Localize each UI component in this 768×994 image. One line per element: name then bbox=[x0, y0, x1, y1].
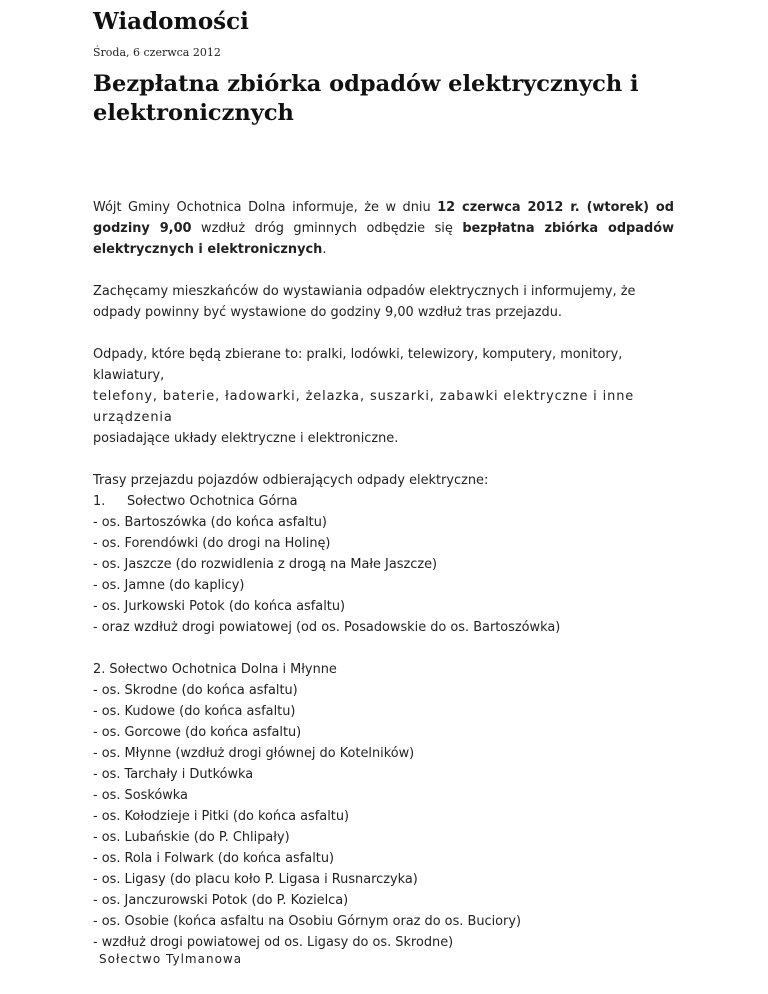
route-item: - wzdłuż drogi powiatowej od os. Ligasy do os. Skrodne) bbox=[93, 935, 454, 950]
route-item: - os. Kołodzieje i Pitki (do końca asfaltu) bbox=[93, 809, 350, 824]
intro-text-1: Wójt Gminy Ochotnica Dolna informuje, że w dniu bbox=[93, 200, 438, 215]
route-item: - os. Jamne (do kaplicy) bbox=[93, 578, 245, 593]
intro-date-emphasis: 12 czerwca 2012 r. (wtorek) od godziny 9,00 bbox=[93, 200, 674, 236]
section-2-route-list bbox=[93, 680, 674, 953]
route-item: - os. Kudowe (do końca asfaltu) bbox=[93, 704, 296, 719]
route-item: - os. Forendówki (do drogi na Holinę) bbox=[93, 536, 331, 551]
section-1-number: 1. bbox=[93, 494, 106, 509]
section-1-heading bbox=[93, 491, 674, 512]
article-title: Bezpłatna zbiórka odpadów elektrycznych i elektronicznych bbox=[93, 71, 639, 126]
article-date: Środa, 6 czerwca 2012 bbox=[93, 46, 221, 59]
intro-event-emphasis: bezpłatna zbiórka odpadów elektrycznych i elektronicznych bbox=[93, 221, 674, 257]
route-item: - os. Bartoszówka (do końca asfaltu) bbox=[93, 515, 327, 530]
route-item: - os. Ligasy (do placu koło P. Ligasa i Rusnarczyka) bbox=[93, 872, 418, 887]
intro-text-2: wzdłuż dróg gminnych odbędzie się bbox=[191, 221, 463, 236]
waste-types-line-1: Odpady, które będą zbierane to: pralki, lodówki, telewizory, komputery, monitory, klawiatury, bbox=[93, 347, 623, 383]
route-item: - os. Rola i Folwark (do końca asfaltu) bbox=[93, 851, 335, 866]
article-body bbox=[93, 197, 674, 953]
route-item: - os. Lubańskie (do P. Chlipały) bbox=[93, 830, 290, 845]
route-item: - os. Jaszcze (do rozwidlenia z drogą na Małe Jaszcze) bbox=[93, 557, 438, 572]
routes-heading: Trasy przejazdu pojazdów odbierających odpady elektryczne: bbox=[93, 473, 489, 488]
route-item: - os. Gorcowe (do końca asfaltu) bbox=[93, 725, 302, 740]
route-item: - os. Jurkowski Potok (do końca asfaltu) bbox=[93, 599, 346, 614]
route-item: - os. Tarchały i Dutkówka bbox=[93, 767, 254, 782]
route-item: - os. Skrodne (do końca asfaltu) bbox=[93, 683, 298, 698]
section-1-name: Sołectwo Ochotnica Górna bbox=[127, 494, 298, 509]
route-item: - oraz wzdłuż drogi powiatowej (od os. Posadowskie do os. Bartoszówka) bbox=[93, 620, 561, 635]
section-2-heading: 2. Sołectwo Ochotnica Dolna i Młynne bbox=[93, 662, 337, 677]
route-item: - os. Janczurowski Potok (do P. Kozielca) bbox=[93, 893, 349, 908]
intro-paragraph bbox=[93, 197, 674, 260]
intro-text-3: . bbox=[322, 242, 327, 257]
encouragement-paragraph: Zachęcamy mieszkańców do wystawiania odpadów elektrycznych i informujemy, że odpady powinny być wystawione do godziny 9,00 wzdłuż tras przejazdu. bbox=[93, 284, 636, 320]
section-3-heading: Sołectwo Tylmanowa bbox=[99, 952, 243, 966]
waste-types-line-2: telefony, baterie, ładowarki, żelazka, suszarki, zabawki elektryczne i inne urządzenia bbox=[93, 389, 635, 425]
waste-types-line-3: posiadające układy elektryczne i elektroniczne. bbox=[93, 431, 399, 446]
section-1-route-list bbox=[93, 512, 674, 638]
route-item: - os. Soskówka bbox=[93, 788, 188, 803]
route-item: - os. Osobie (końca asfaltu na Osobiu Górnym oraz do os. Buciory) bbox=[93, 914, 522, 929]
route-item: - os. Młynne (wzdłuż drogi głównej do Kotelników) bbox=[93, 746, 415, 761]
waste-types-paragraph bbox=[93, 344, 674, 449]
site-title: Wiadomości bbox=[93, 8, 249, 35]
